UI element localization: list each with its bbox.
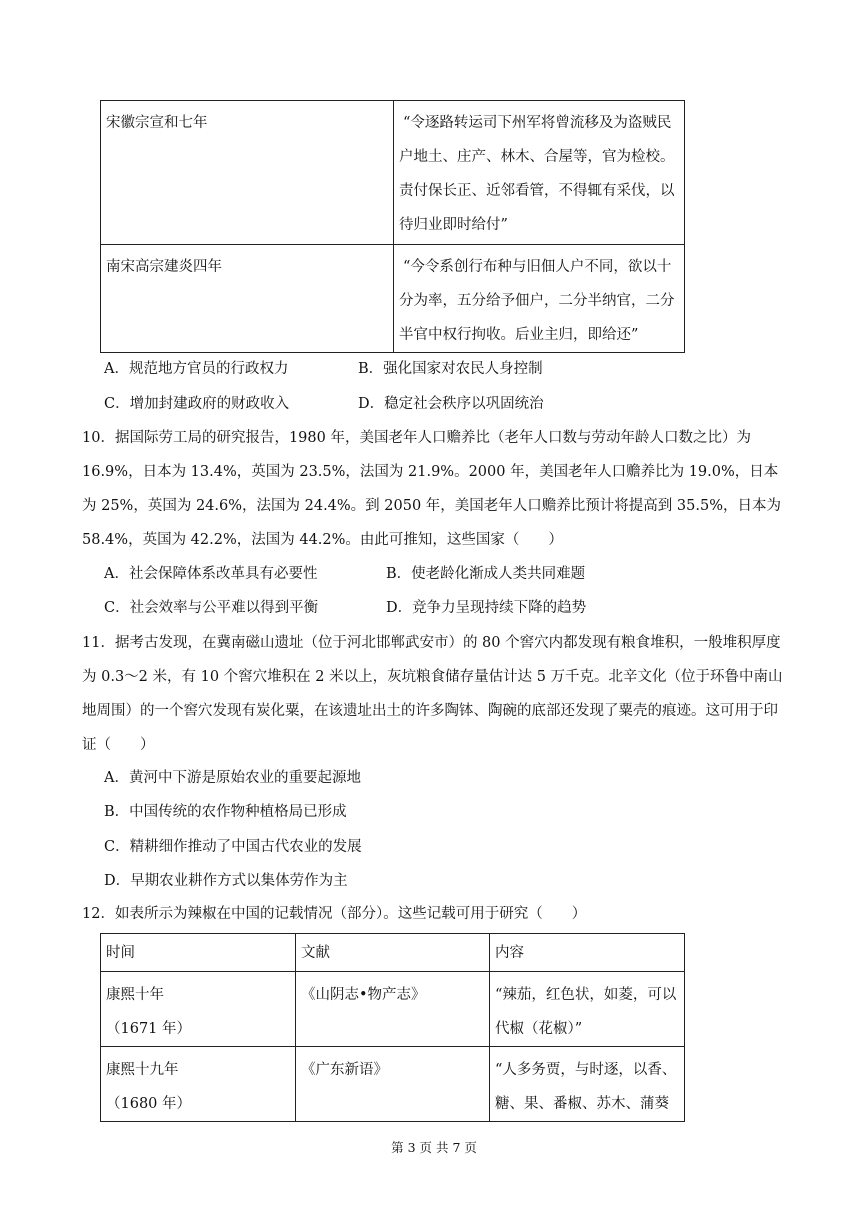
- table-cell: [101, 1047, 296, 1122]
- question-12-stem: 12．如表所示为辣椒在中国的记载情况（部分）。这些记载可用于研究（ ）: [82, 906, 587, 922]
- table-header-cell: [296, 934, 490, 972]
- question-10-stem: 10．据国际劳工局的研究报告，1980 年，美国老年人口赡养比（老年人口数与劳动年龄人口数之比）为 16.9%，日本为 13.4%，英国为 23.5%，法国为 21.9%。2000 年，美国老年人口赡养比为 19.0%，日本为 25%，英国为 24.6%，法国为 24.4%。到 2050 年，美国老年人口赡养比预计将提高到 35.5%，日本为 58.4%，英国为 42.2%，法国为 44.2%。由此可推知，这些国家（ ）: [82, 430, 781, 548]
- q9-option-c[interactable]: C．增加封建政府的财政收入: [104, 396, 290, 412]
- table-row: [101, 972, 685, 1047]
- table-cell: [490, 1047, 685, 1122]
- q10-option-d[interactable]: D．竞争力呈现持续下降的趋势: [386, 600, 587, 616]
- content-cell: “辣茄，红色状，如菱，可以代椒（花椒）”: [495, 987, 677, 1037]
- q9-option-a[interactable]: A．规范地方官员的行政权力: [104, 361, 289, 377]
- q11-option-d[interactable]: D．早期农业耕作方式以集体劳作为主: [104, 873, 348, 889]
- time-cell: 康熙十年: [106, 987, 164, 1003]
- period-cell: 南宋高宗建炎四年: [106, 259, 222, 275]
- header-time: 时间: [106, 945, 135, 961]
- year-cell: （1680 年）: [106, 1096, 192, 1112]
- header-content: 内容: [495, 945, 524, 961]
- table-row: [101, 245, 685, 353]
- header-document: 文献: [301, 945, 330, 961]
- q10-option-b[interactable]: B．使老龄化渐成人类共同难题: [386, 566, 586, 582]
- table-cell: [394, 101, 685, 245]
- document-cell: 《山阴志•物产志》: [301, 987, 426, 1003]
- q10-option-a[interactable]: A．社会保障体系改革具有必要性: [104, 566, 318, 582]
- content-cell: “今令系创行布种与旧佃人户不同，欲以十分为率，五分给予佃户，二分半纳官，二分半官中权行拘收。后业主归，即给还”: [399, 259, 675, 343]
- year-cell: （1671 年）: [106, 1021, 192, 1037]
- document-cell: 《广东新语》: [301, 1062, 388, 1078]
- q11-option-c[interactable]: C．精耕细作推动了中国古代农业的发展: [104, 839, 362, 855]
- q9-option-b[interactable]: B．强化国家对农民人身控制: [358, 361, 543, 377]
- q11-option-b[interactable]: B．中国传统的农作物种植格局已形成: [104, 804, 347, 820]
- table-header-cell: [490, 934, 685, 972]
- table-row: [101, 1047, 685, 1122]
- question-11-stem: 11．据考古发现，在冀南磁山遗址（位于河北邯郸武安市）的 80 个窖穴内都发现有粮食堆积，一般堆积厚度为 0.3～2 米，有 10 个窖穴堆积在 2 米以上，灰坑粮食储存量估计达 5 万千克。北辛文化（位于环鲁中南山地周围）的一个窖穴发现有炭化粟，在该遗址出土的许多陶钵、陶碗的底部还发现了粟壳的痕迹。这可用于印证（ ）: [82, 635, 783, 753]
- table-cell: [101, 101, 394, 245]
- content-cell: “令逐路转运司下州军将曾流移及为盗贼民户地土、庄产、林木、合屋等，官为检校。责付保长正、近邻看管，不得辄有采伐，以待归业即时给付”: [399, 115, 675, 233]
- table-cell: [101, 245, 394, 353]
- chili-records-table: [100, 933, 685, 1122]
- q9-option-d[interactable]: D．稳定社会秩序以巩固统治: [358, 396, 544, 412]
- period-cell: 宋徽宗宣和七年: [106, 115, 208, 131]
- table-cell: [394, 245, 685, 353]
- table-cell: [101, 972, 296, 1047]
- table-row: [101, 101, 685, 245]
- table-header-cell: [101, 934, 296, 972]
- table-cell: [490, 972, 685, 1047]
- policy-table: [100, 100, 685, 353]
- time-cell: 康熙十九年: [106, 1062, 179, 1078]
- q10-option-c[interactable]: C．社会效率与公平难以得到平衡: [104, 600, 319, 616]
- table-header-row: [101, 934, 685, 972]
- page-footer: 第 3 页 共 7 页: [391, 1140, 477, 1155]
- q11-option-a[interactable]: A．黄河中下游是原始农业的重要起源地: [104, 770, 361, 786]
- content-cell: “人多务贾，与时逐，以香、糖、果、番椒、苏木、蒲葵: [495, 1062, 677, 1112]
- table-cell: [296, 1047, 490, 1122]
- table-cell: [296, 972, 490, 1047]
